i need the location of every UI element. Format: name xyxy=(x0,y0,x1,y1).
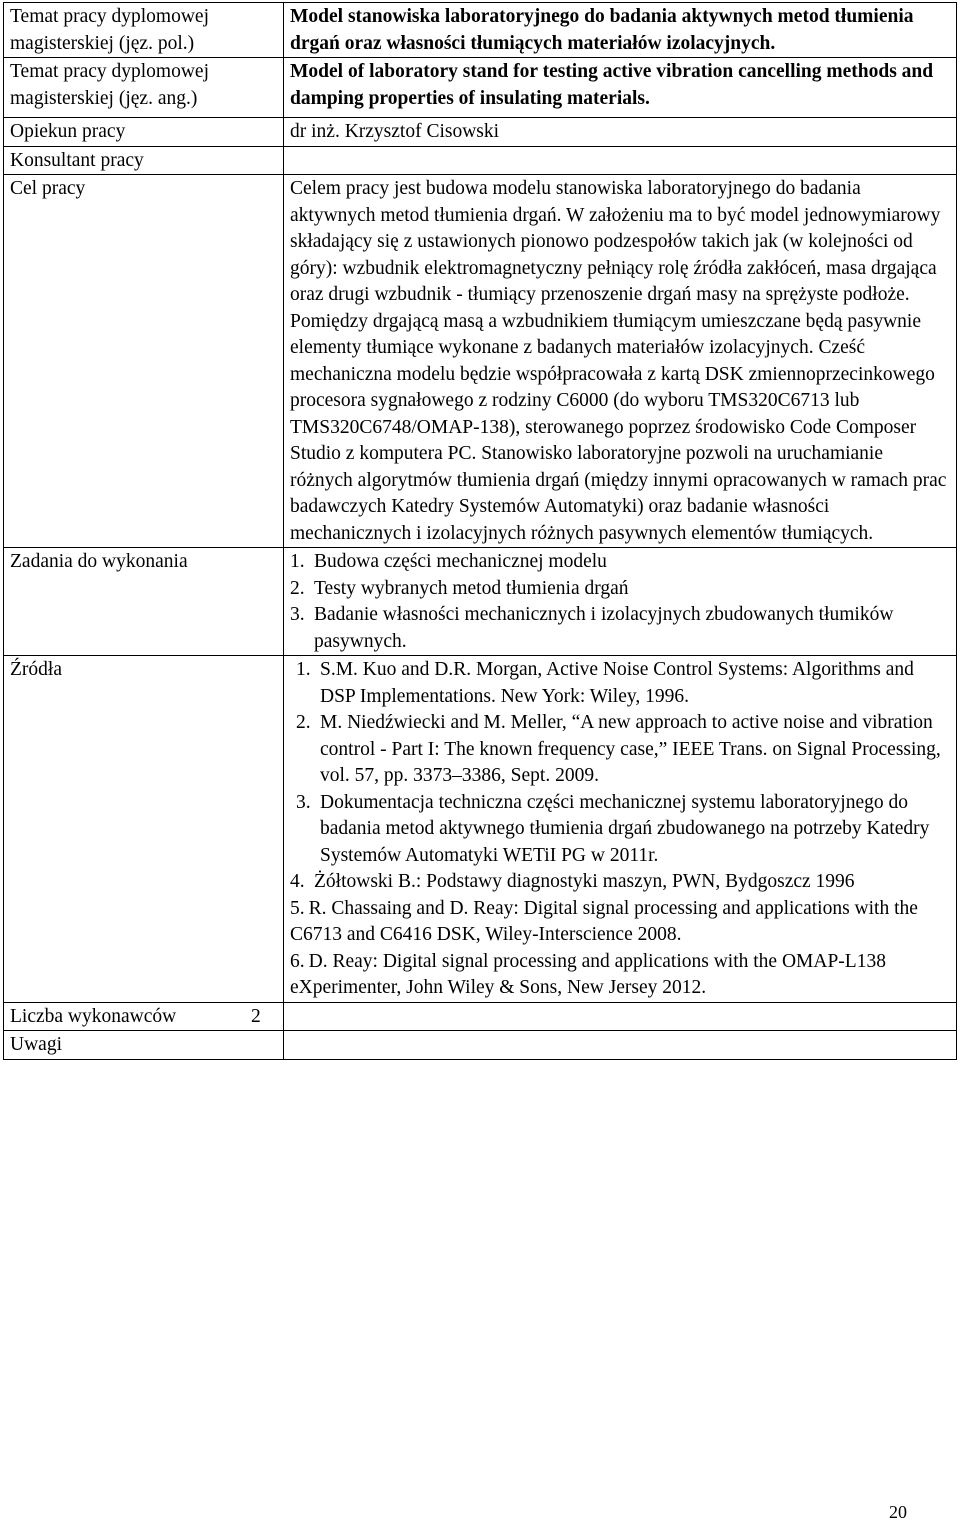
row-contributors xyxy=(4,1002,957,1031)
value-sources xyxy=(284,656,957,1003)
label-consultant: Konsultant pracy xyxy=(4,146,284,175)
task-text: Testy wybranych metod tłumienia drgań xyxy=(314,577,629,599)
source-text: Dokumentacja techniczna części mechanicznej systemu laboratoryjnego do badania metod aktywnego tłumienia drgań zbudowanego na potrzeby Katedry Systemów Automatyki WETiI PG w 2011r. xyxy=(320,791,930,866)
value-consultant xyxy=(284,146,957,175)
row-title-en xyxy=(4,58,957,118)
source-text: M. Niedźwiecki and M. Meller, “A new approach to active noise and vibration control - Part I: The known frequency case,” IEEE Trans. on Signal Processing, vol. 57, pp. 3373–3386, Sept. 2009. xyxy=(320,712,941,786)
label-title-en: Temat pracy dyplomowej magisterskiej (jęz. ang.) xyxy=(4,58,284,118)
label-contributors: Liczba wykonawców xyxy=(10,1005,177,1027)
source-num: 5. xyxy=(290,897,305,919)
source-num: 4. xyxy=(290,871,305,892)
label-tasks: Zadania do wykonania xyxy=(4,548,284,656)
source-text: Żółtowski B.: Podstawy diagnostyki maszyn, PWN, Bydgoszcz 1996 xyxy=(314,871,855,892)
source-num: 3. xyxy=(296,791,311,813)
row-remarks xyxy=(4,1031,957,1060)
row-sources xyxy=(4,656,957,1003)
label-sources: Źródła xyxy=(4,656,284,1003)
value-remarks xyxy=(284,1031,957,1060)
row-title-pl xyxy=(4,3,957,58)
value-contributors: 2 xyxy=(251,1005,261,1027)
empty-contributors-cell xyxy=(284,1002,957,1031)
source-num: 1. xyxy=(296,659,311,680)
value-title-en: Model of laboratory stand for testing active vibration cancelling methods and damping properties of insulating materials. xyxy=(284,58,957,118)
row-tasks xyxy=(4,548,957,656)
cell-contributors xyxy=(4,1002,284,1031)
row-supervisor xyxy=(4,118,957,147)
source-text: S.M. Kuo and D.R. Morgan, Active Noise Control Systems: Algorithms and DSP Implementations. New York: Wiley, 1996. xyxy=(320,659,914,707)
thesis-form-table xyxy=(3,2,957,1060)
page-number: 20 xyxy=(889,1502,907,1522)
label-title-pl: Temat pracy dyplomowej magisterskiej (jęz. pol.) xyxy=(4,3,284,58)
value-goal: Celem pracy jest budowa modelu stanowiska laboratoryjnego do badania aktywnych metod tłumienia drgań. W założeniu ma to być model jednowymiarowy składający się z ustawionych pionowo podzespołów takich jak (w kolejności od góry): wzbudnik elektromagnetyczny pełniący rolę źródła zakłóceń, masa drgająca oraz drugi wzbudnik - tłumiący przenoszenie drgań masy na sprężyste podłoże. Pomiędzy drgającą masą a wzbudnikiem tłumiącym umieszczane będą pasywnie elementy tłumiące wykonane z badanych materiałów izolacyjnych. Cześć mechaniczna modelu będzie współpracowała z kartą DSK zmiennoprzecinkowego procesora sygnałowego z rodziny C6000 (do wyboru TMS320C6713 lub TMS320C6748/OMAP-138), sterowanego poprzez środowisko Code Composer Studio z komputera PC. Stanowisko laboratoryjne pozwoli na uruchamianie różnych algorytmów tłumienia drgań (między innymi opracowanych w ramach prac badawczych Katedry Systemów Automatyki) oraz badanie własności mechanicznych i izolacyjnych różnych pasywnych elementów tłumiących. xyxy=(284,175,957,548)
label-supervisor: Opiekun pracy xyxy=(4,118,284,147)
source-text: D. Reay: Digital signal processing and applications with the OMAP-L138 eXperimenter, John Wiley & Sons, New Jersey 2012. xyxy=(290,950,886,998)
task-item xyxy=(290,549,950,576)
row-goal xyxy=(4,175,957,548)
row-consultant xyxy=(4,146,957,175)
source-num: 6. xyxy=(290,950,305,972)
label-goal: Cel pracy xyxy=(4,175,284,548)
source-item xyxy=(290,896,950,949)
task-num: 3. xyxy=(290,604,305,625)
task-item xyxy=(290,602,950,655)
task-text: Budowa części mechanicznej modelu xyxy=(314,551,607,572)
source-num: 2. xyxy=(296,712,311,733)
task-num: 2. xyxy=(290,577,305,599)
task-item xyxy=(290,576,950,603)
source-item xyxy=(290,657,950,710)
source-item xyxy=(290,869,950,896)
label-remarks: Uwagi xyxy=(4,1031,284,1060)
source-text: R. Chassaing and D. Reay: Digital signal processing and applications with the C6713 and C6416 DSK, Wiley-Interscience 2008. xyxy=(290,897,918,945)
source-item xyxy=(290,710,950,790)
task-num: 1. xyxy=(290,551,305,572)
source-item xyxy=(290,790,950,870)
value-title-pl: Model stanowiska laboratoryjnego do badania aktywnych metod tłumienia drgań oraz własności tłumiących materiałów izolacyjnych. xyxy=(284,3,957,58)
value-tasks xyxy=(284,548,957,656)
source-item xyxy=(290,949,950,1002)
value-supervisor: dr inż. Krzysztof Cisowski xyxy=(284,118,957,147)
task-text: Badanie własności mechanicznych i izolacyjnych zbudowanych tłumików pasywnych. xyxy=(314,604,894,652)
